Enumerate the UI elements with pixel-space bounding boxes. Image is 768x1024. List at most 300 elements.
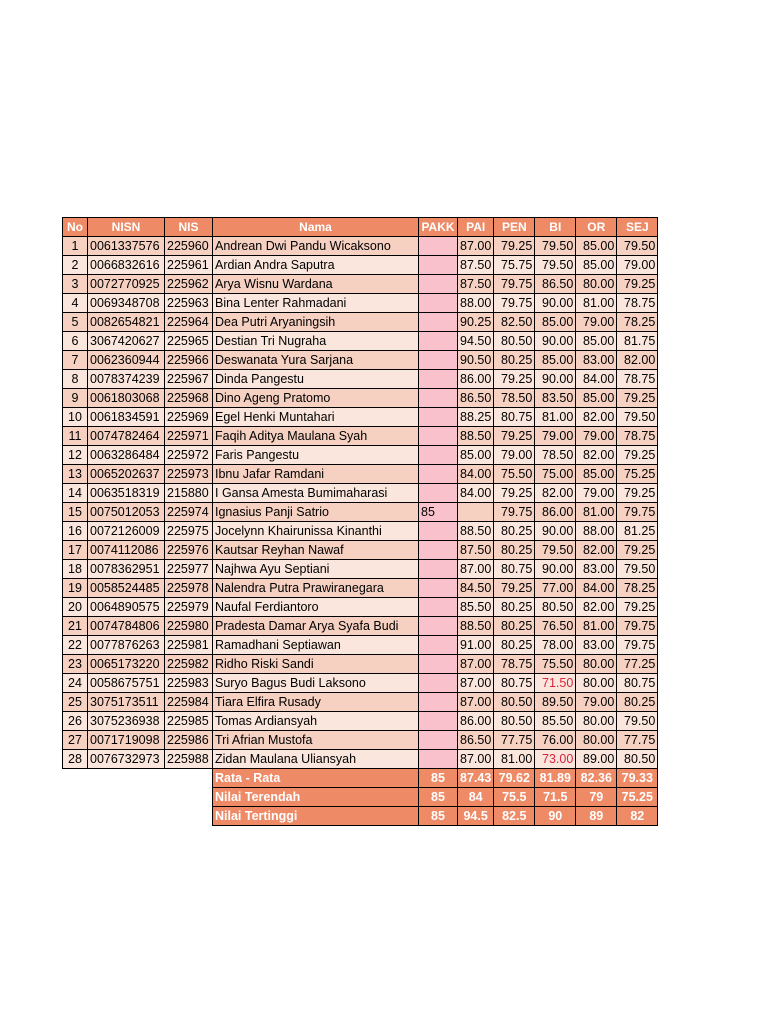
cell-pen[interactable]: 80.25 [494,598,535,617]
cell-pai[interactable]: 87.00 [458,655,494,674]
summary-sej[interactable]: 82 [617,807,658,826]
cell-nisn[interactable]: 0082654821 [88,313,165,332]
cell-sej[interactable]: 77.75 [617,731,658,750]
cell-pen[interactable]: 80.25 [494,522,535,541]
cell-nis[interactable]: 225981 [165,636,213,655]
cell-sej[interactable]: 80.75 [617,674,658,693]
col-header-pakk[interactable]: PAKK [419,218,458,237]
cell-pakk[interactable] [419,370,458,389]
cell-nis[interactable]: 225983 [165,674,213,693]
cell-sej[interactable]: 81.75 [617,332,658,351]
cell-no[interactable]: 22 [63,636,88,655]
cell-no[interactable]: 12 [63,446,88,465]
cell-nisn[interactable]: 3067420627 [88,332,165,351]
cell-pakk[interactable]: 85 [419,503,458,522]
cell-pakk[interactable] [419,522,458,541]
cell-nisn[interactable]: 0063518319 [88,484,165,503]
cell-no[interactable]: 26 [63,712,88,731]
cell-bi[interactable]: 77.00 [535,579,576,598]
cell-no[interactable]: 24 [63,674,88,693]
cell-nisn[interactable]: 0061337576 [88,237,165,256]
summary-pakk[interactable]: 85 [419,769,458,788]
cell-pai[interactable]: 86.00 [458,712,494,731]
cell-nama[interactable]: Kautsar Reyhan Nawaf [213,541,419,560]
cell-nama[interactable]: Faris Pangestu [213,446,419,465]
cell-nis[interactable]: 225962 [165,275,213,294]
cell-nisn[interactable]: 0076732973 [88,750,165,769]
cell-nisn[interactable]: 0069348708 [88,294,165,313]
cell-nama[interactable]: Ridho Riski Sandi [213,655,419,674]
cell-pai[interactable]: 86.00 [458,370,494,389]
summary-pai[interactable]: 94.5 [458,807,494,826]
cell-sej[interactable]: 78.75 [617,294,658,313]
col-header-nama[interactable]: Nama [213,218,419,237]
cell-bi[interactable]: 75.50 [535,655,576,674]
cell-bi[interactable]: 90.00 [535,332,576,351]
cell-sej[interactable]: 78.25 [617,313,658,332]
cell-pai[interactable]: 88.50 [458,427,494,446]
summary-pen[interactable]: 82.5 [494,807,535,826]
cell-pai[interactable]: 87.00 [458,750,494,769]
cell-bi[interactable]: 86.00 [535,503,576,522]
cell-nama[interactable]: Najhwa Ayu Septiani [213,560,419,579]
cell-or[interactable]: 82.00 [576,408,617,427]
cell-nisn[interactable]: 3075173511 [88,693,165,712]
cell-nis[interactable]: 225968 [165,389,213,408]
cell-nis[interactable]: 225976 [165,541,213,560]
cell-nisn[interactable]: 0061803068 [88,389,165,408]
cell-pakk[interactable] [419,465,458,484]
cell-nisn[interactable]: 0074782464 [88,427,165,446]
cell-sej[interactable]: 81.25 [617,522,658,541]
cell-nisn[interactable]: 0064890575 [88,598,165,617]
cell-pen[interactable]: 79.25 [494,484,535,503]
cell-nama[interactable]: Dino Ageng Pratomo [213,389,419,408]
cell-pen[interactable]: 80.50 [494,332,535,351]
cell-or[interactable]: 80.00 [576,674,617,693]
cell-pai[interactable]: 87.00 [458,674,494,693]
cell-nis[interactable]: 225971 [165,427,213,446]
cell-no[interactable]: 23 [63,655,88,674]
cell-pai[interactable]: 90.25 [458,313,494,332]
cell-pakk[interactable] [419,693,458,712]
col-header-nisn[interactable]: NISN [88,218,165,237]
cell-no[interactable]: 21 [63,617,88,636]
col-header-sej[interactable]: SEJ [617,218,658,237]
cell-pen[interactable]: 80.75 [494,408,535,427]
summary-or[interactable]: 79 [576,788,617,807]
cell-or[interactable]: 79.00 [576,313,617,332]
cell-or[interactable]: 80.00 [576,731,617,750]
cell-nis[interactable]: 225967 [165,370,213,389]
cell-sej[interactable]: 80.50 [617,750,658,769]
summary-bi[interactable]: 81.89 [535,769,576,788]
cell-nisn[interactable]: 3075236938 [88,712,165,731]
cell-nama[interactable]: Ignasius Panji Satrio [213,503,419,522]
summary-pakk[interactable]: 85 [419,807,458,826]
cell-nis[interactable]: 215880 [165,484,213,503]
cell-pen[interactable]: 79.25 [494,370,535,389]
cell-nisn[interactable]: 0065173220 [88,655,165,674]
cell-nama[interactable]: Egel Henki Muntahari [213,408,419,427]
cell-nisn[interactable]: 0063286484 [88,446,165,465]
cell-nis[interactable]: 225960 [165,237,213,256]
summary-pai[interactable]: 87.43 [458,769,494,788]
cell-nama[interactable]: Tri Afrian Mustofa [213,731,419,750]
cell-nisn[interactable]: 0074112086 [88,541,165,560]
cell-nis[interactable]: 225961 [165,256,213,275]
cell-nisn[interactable]: 0078374239 [88,370,165,389]
cell-or[interactable]: 81.00 [576,503,617,522]
cell-nis[interactable]: 225977 [165,560,213,579]
cell-no[interactable]: 2 [63,256,88,275]
cell-pakk[interactable] [419,617,458,636]
cell-pen[interactable]: 79.25 [494,427,535,446]
cell-nisn[interactable]: 0074784806 [88,617,165,636]
cell-sej[interactable]: 79.75 [617,503,658,522]
cell-or[interactable]: 85.00 [576,256,617,275]
cell-pakk[interactable] [419,446,458,465]
cell-pai[interactable]: 94.50 [458,332,494,351]
cell-sej[interactable]: 79.75 [617,617,658,636]
cell-nama[interactable]: Zidan Maulana Uliansyah [213,750,419,769]
col-header-bi[interactable]: BI [535,218,576,237]
cell-nisn[interactable]: 0077876263 [88,636,165,655]
cell-pai[interactable]: 87.50 [458,541,494,560]
cell-sej[interactable]: 79.50 [617,712,658,731]
cell-pai[interactable] [458,503,494,522]
cell-nis[interactable]: 225964 [165,313,213,332]
cell-or[interactable]: 82.00 [576,598,617,617]
cell-bi[interactable]: 79.50 [535,541,576,560]
cell-pai[interactable]: 86.50 [458,731,494,750]
cell-sej[interactable]: 78.75 [617,427,658,446]
summary-or[interactable]: 89 [576,807,617,826]
cell-sej[interactable]: 79.25 [617,598,658,617]
cell-or[interactable]: 85.00 [576,237,617,256]
cell-or[interactable]: 80.00 [576,655,617,674]
cell-pakk[interactable] [419,256,458,275]
cell-no[interactable]: 4 [63,294,88,313]
cell-nama[interactable]: Naufal Ferdiantoro [213,598,419,617]
cell-sej[interactable]: 79.50 [617,408,658,427]
cell-no[interactable]: 14 [63,484,88,503]
cell-pai[interactable]: 84.00 [458,484,494,503]
cell-nis[interactable]: 225988 [165,750,213,769]
cell-nisn[interactable]: 0065202637 [88,465,165,484]
cell-nama[interactable]: Andrean Dwi Pandu Wicaksono [213,237,419,256]
cell-nama[interactable]: Deswanata Yura Sarjana [213,351,419,370]
cell-pakk[interactable] [419,389,458,408]
cell-sej[interactable]: 79.25 [617,446,658,465]
cell-pakk[interactable] [419,598,458,617]
cell-nama[interactable]: Suryo Bagus Budi Laksono [213,674,419,693]
cell-pakk[interactable] [419,750,458,769]
cell-bi[interactable]: 79.00 [535,427,576,446]
summary-pai[interactable]: 84 [458,788,494,807]
cell-pen[interactable]: 75.75 [494,256,535,275]
cell-bi[interactable]: 71.50 [535,674,576,693]
cell-nis[interactable]: 225972 [165,446,213,465]
summary-sej[interactable]: 79.33 [617,769,658,788]
cell-pen[interactable]: 80.75 [494,674,535,693]
cell-pai[interactable]: 87.00 [458,237,494,256]
cell-or[interactable]: 85.00 [576,332,617,351]
cell-no[interactable]: 5 [63,313,88,332]
cell-nama[interactable]: Ramadhani Septiawan [213,636,419,655]
cell-pen[interactable]: 78.50 [494,389,535,408]
cell-nama[interactable]: Nalendra Putra Prawiranegara [213,579,419,598]
cell-nis[interactable]: 225984 [165,693,213,712]
cell-bi[interactable]: 78.50 [535,446,576,465]
cell-bi[interactable]: 86.50 [535,275,576,294]
cell-or[interactable]: 81.00 [576,617,617,636]
cell-bi[interactable]: 81.00 [535,408,576,427]
cell-pai[interactable]: 86.50 [458,389,494,408]
cell-pen[interactable]: 80.25 [494,636,535,655]
cell-pen[interactable]: 80.25 [494,541,535,560]
col-header-no[interactable]: No [63,218,88,237]
cell-no[interactable]: 6 [63,332,88,351]
cell-nis[interactable]: 225980 [165,617,213,636]
cell-no[interactable]: 20 [63,598,88,617]
cell-nama[interactable]: Destian Tri Nugraha [213,332,419,351]
cell-nis[interactable]: 225965 [165,332,213,351]
cell-nisn[interactable]: 0072126009 [88,522,165,541]
cell-no[interactable]: 1 [63,237,88,256]
cell-pai[interactable]: 84.50 [458,579,494,598]
cell-pakk[interactable] [419,674,458,693]
cell-bi[interactable]: 82.00 [535,484,576,503]
cell-or[interactable]: 80.00 [576,275,617,294]
cell-no[interactable]: 7 [63,351,88,370]
cell-bi[interactable]: 90.00 [535,522,576,541]
cell-sej[interactable]: 77.25 [617,655,658,674]
cell-pen[interactable]: 80.75 [494,560,535,579]
cell-or[interactable]: 83.00 [576,560,617,579]
cell-nama[interactable]: Bina Lenter Rahmadani [213,294,419,313]
cell-nisn[interactable]: 0075012053 [88,503,165,522]
cell-pen[interactable]: 79.75 [494,294,535,313]
cell-pakk[interactable] [419,712,458,731]
cell-nama[interactable]: Jocelynn Khairunissa Kinanthi [213,522,419,541]
cell-pai[interactable]: 87.50 [458,256,494,275]
cell-pakk[interactable] [419,731,458,750]
cell-or[interactable]: 81.00 [576,294,617,313]
cell-pakk[interactable] [419,313,458,332]
cell-or[interactable]: 85.00 [576,389,617,408]
cell-bi[interactable]: 79.50 [535,237,576,256]
cell-pai[interactable]: 87.00 [458,693,494,712]
cell-nis[interactable]: 225986 [165,731,213,750]
cell-nama[interactable]: I Gansa Amesta Bumimaharasi [213,484,419,503]
cell-or[interactable]: 89.00 [576,750,617,769]
cell-nisn[interactable]: 0058524485 [88,579,165,598]
cell-nisn[interactable]: 0058675751 [88,674,165,693]
cell-nama[interactable]: Tiara Elfira Rusady [213,693,419,712]
cell-pakk[interactable] [419,579,458,598]
summary-bi[interactable]: 90 [535,807,576,826]
cell-no[interactable]: 27 [63,731,88,750]
cell-pai[interactable]: 88.00 [458,294,494,313]
cell-pen[interactable]: 75.50 [494,465,535,484]
cell-pakk[interactable] [419,427,458,446]
cell-nis[interactable]: 225974 [165,503,213,522]
cell-nis[interactable]: 225979 [165,598,213,617]
cell-or[interactable]: 80.00 [576,712,617,731]
cell-nis[interactable]: 225966 [165,351,213,370]
cell-no[interactable]: 8 [63,370,88,389]
cell-sej[interactable]: 79.50 [617,560,658,579]
cell-pen[interactable]: 79.75 [494,275,535,294]
summary-sej[interactable]: 75.25 [617,788,658,807]
cell-bi[interactable]: 76.50 [535,617,576,636]
cell-no[interactable]: 15 [63,503,88,522]
cell-nama[interactable]: Pradesta Damar Arya Syafa Budi [213,617,419,636]
cell-bi[interactable]: 85.00 [535,313,576,332]
cell-no[interactable]: 19 [63,579,88,598]
cell-nisn[interactable]: 0078362951 [88,560,165,579]
cell-or[interactable]: 85.00 [576,465,617,484]
cell-bi[interactable]: 79.50 [535,256,576,275]
cell-pen[interactable]: 79.25 [494,237,535,256]
cell-nis[interactable]: 225975 [165,522,213,541]
cell-nis[interactable]: 225973 [165,465,213,484]
cell-pakk[interactable] [419,237,458,256]
cell-or[interactable]: 79.00 [576,693,617,712]
cell-no[interactable]: 28 [63,750,88,769]
summary-pakk[interactable]: 85 [419,788,458,807]
cell-bi[interactable]: 90.00 [535,370,576,389]
cell-bi[interactable]: 85.00 [535,351,576,370]
cell-pakk[interactable] [419,560,458,579]
cell-nis[interactable]: 225969 [165,408,213,427]
cell-pakk[interactable] [419,408,458,427]
cell-no[interactable]: 3 [63,275,88,294]
summary-bi[interactable]: 71.5 [535,788,576,807]
cell-pen[interactable]: 82.50 [494,313,535,332]
cell-sej[interactable]: 79.25 [617,389,658,408]
cell-pai[interactable]: 88.50 [458,617,494,636]
cell-no[interactable]: 10 [63,408,88,427]
cell-or[interactable]: 83.00 [576,636,617,655]
cell-or[interactable]: 88.00 [576,522,617,541]
cell-pai[interactable]: 90.50 [458,351,494,370]
cell-no[interactable]: 16 [63,522,88,541]
cell-or[interactable]: 79.00 [576,427,617,446]
cell-no[interactable]: 18 [63,560,88,579]
cell-bi[interactable]: 75.00 [535,465,576,484]
cell-nisn[interactable]: 0072770925 [88,275,165,294]
cell-bi[interactable]: 80.50 [535,598,576,617]
cell-or[interactable]: 79.00 [576,484,617,503]
cell-nama[interactable]: Dinda Pangestu [213,370,419,389]
cell-pen[interactable]: 79.25 [494,579,535,598]
cell-pai[interactable]: 87.50 [458,275,494,294]
cell-nis[interactable]: 225963 [165,294,213,313]
cell-bi[interactable]: 85.50 [535,712,576,731]
cell-nis[interactable]: 225982 [165,655,213,674]
cell-pai[interactable]: 88.25 [458,408,494,427]
cell-nama[interactable]: Tomas Ardiansyah [213,712,419,731]
cell-pen[interactable]: 79.00 [494,446,535,465]
col-header-or[interactable]: OR [576,218,617,237]
cell-nis[interactable]: 225985 [165,712,213,731]
cell-pakk[interactable] [419,332,458,351]
cell-sej[interactable]: 79.25 [617,484,658,503]
cell-sej[interactable]: 80.25 [617,693,658,712]
cell-sej[interactable]: 79.25 [617,275,658,294]
cell-nama[interactable]: Faqih Aditya Maulana Syah [213,427,419,446]
cell-sej[interactable]: 79.75 [617,636,658,655]
cell-nama[interactable]: Arya Wisnu Wardana [213,275,419,294]
cell-pai[interactable]: 85.00 [458,446,494,465]
cell-bi[interactable]: 90.00 [535,560,576,579]
cell-nisn[interactable]: 0066832616 [88,256,165,275]
col-header-pen[interactable]: PEN [494,218,535,237]
cell-no[interactable]: 9 [63,389,88,408]
cell-bi[interactable]: 78.00 [535,636,576,655]
cell-pakk[interactable] [419,484,458,503]
cell-sej[interactable]: 78.75 [617,370,658,389]
cell-bi[interactable]: 83.50 [535,389,576,408]
cell-pen[interactable]: 80.25 [494,617,535,636]
cell-nama[interactable]: Ardian Andra Saputra [213,256,419,275]
cell-pen[interactable]: 78.75 [494,655,535,674]
cell-no[interactable]: 17 [63,541,88,560]
cell-pakk[interactable] [419,351,458,370]
cell-nama[interactable]: Ibnu Jafar Ramdani [213,465,419,484]
cell-or[interactable]: 82.00 [576,541,617,560]
cell-pai[interactable]: 85.50 [458,598,494,617]
col-header-pai[interactable]: PAI [458,218,494,237]
summary-pen[interactable]: 79.62 [494,769,535,788]
cell-bi[interactable]: 90.00 [535,294,576,313]
cell-pen[interactable]: 80.50 [494,712,535,731]
cell-nama[interactable]: Dea Putri Aryaningsih [213,313,419,332]
cell-no[interactable]: 25 [63,693,88,712]
cell-or[interactable]: 82.00 [576,446,617,465]
cell-sej[interactable]: 75.25 [617,465,658,484]
cell-pai[interactable]: 88.50 [458,522,494,541]
cell-sej[interactable]: 78.25 [617,579,658,598]
cell-pen[interactable]: 77.75 [494,731,535,750]
cell-or[interactable]: 83.00 [576,351,617,370]
cell-pakk[interactable] [419,294,458,313]
cell-nisn[interactable]: 0071719098 [88,731,165,750]
cell-no[interactable]: 13 [63,465,88,484]
cell-sej[interactable]: 79.25 [617,541,658,560]
cell-pen[interactable]: 79.75 [494,503,535,522]
cell-nisn[interactable]: 0061834591 [88,408,165,427]
cell-pakk[interactable] [419,275,458,294]
col-header-nis[interactable]: NIS [165,218,213,237]
cell-no[interactable]: 11 [63,427,88,446]
cell-pakk[interactable] [419,636,458,655]
cell-bi[interactable]: 73.00 [535,750,576,769]
cell-pakk[interactable] [419,655,458,674]
cell-nis[interactable]: 225978 [165,579,213,598]
cell-sej[interactable]: 82.00 [617,351,658,370]
cell-pai[interactable]: 84.00 [458,465,494,484]
cell-pen[interactable]: 80.50 [494,693,535,712]
cell-sej[interactable]: 79.50 [617,237,658,256]
cell-sej[interactable]: 79.00 [617,256,658,275]
summary-or[interactable]: 82.36 [576,769,617,788]
cell-pakk[interactable] [419,541,458,560]
cell-pen[interactable]: 81.00 [494,750,535,769]
cell-or[interactable]: 84.00 [576,579,617,598]
